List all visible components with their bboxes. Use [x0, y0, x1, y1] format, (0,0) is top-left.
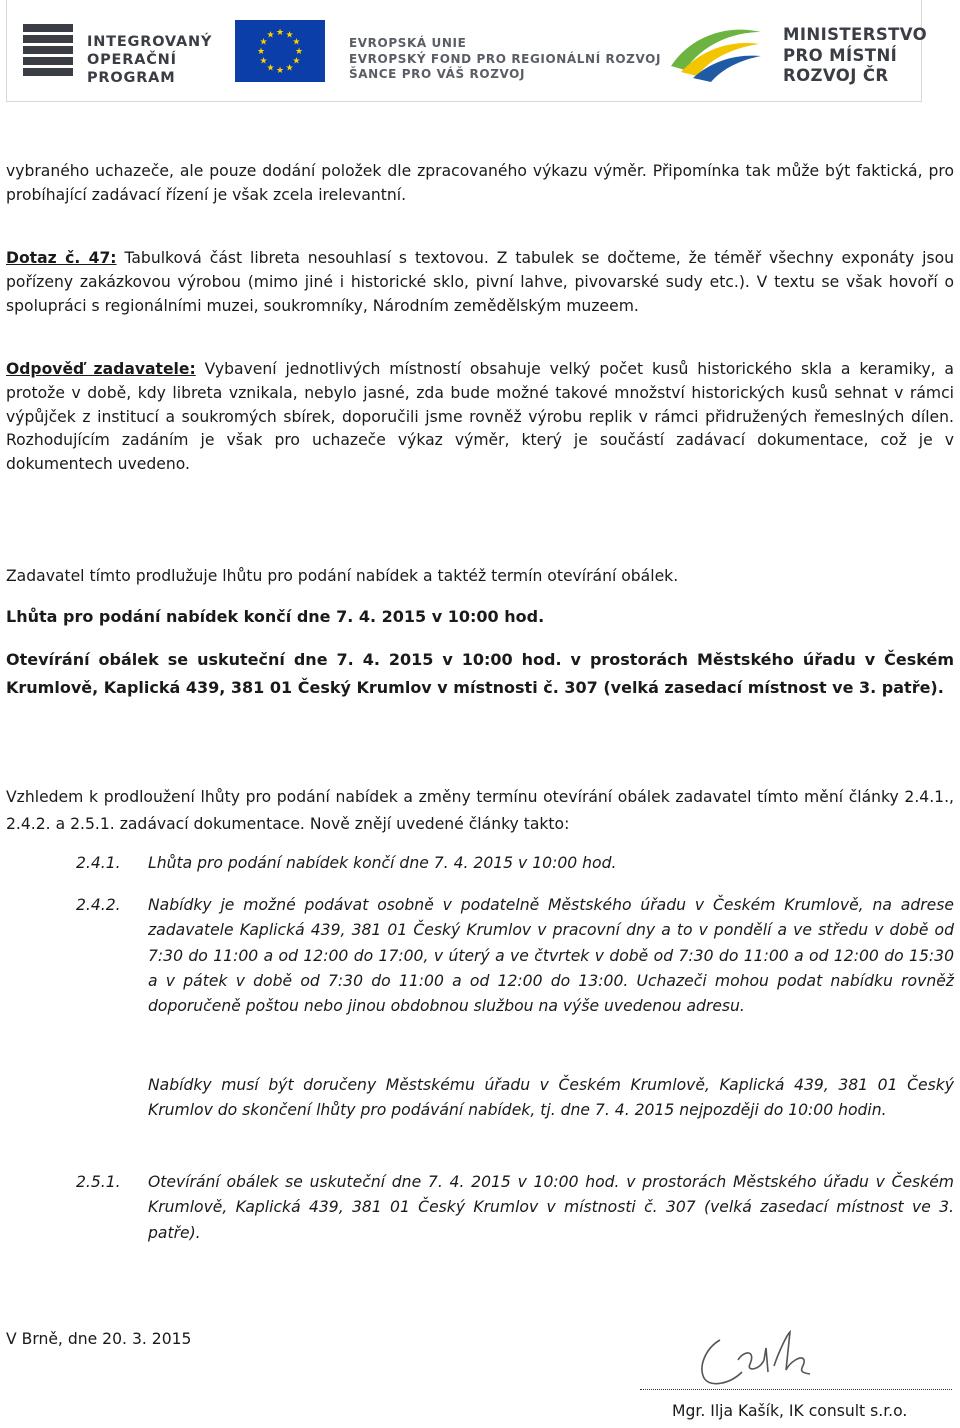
- eu-star-icon: ★: [285, 63, 294, 74]
- signature-line: [640, 1389, 952, 1390]
- eu-star-icon: ★: [292, 56, 301, 67]
- article-text: Lhůta pro podání nabídek končí dne 7. 4. 2015 v 10:00 hod.: [148, 854, 617, 872]
- opening-statement: Otevírání obálek se uskuteční dne 7. 4. 2015 v 10:00 hod. v prostorách Městského úřadu v Českém Krumlově, Kaplická 439, 381 01 Český Krumlov v místnosti č. 307 (velká zasedací místnost ve 3. patře).: [6, 650, 954, 697]
- place-date: V Brně, dne 20. 3. 2015: [6, 1330, 192, 1348]
- paragraph-context: vybraného uchazeče, ale pouze dodání položek dle zpracovaného výkazu výměr. Připomínka tak může být faktická, pro probíhající zadávací řízení je však zcela irelevantní.: [6, 162, 954, 204]
- eu-star-icon: ★: [292, 37, 301, 48]
- signatory-name: Mgr. Ilja Kašík, IK consult s.r.o.: [672, 1402, 908, 1420]
- iop-logo-icon: [21, 22, 75, 78]
- article-number: 2.5.1.: [76, 1173, 121, 1191]
- extension-notice: Zadavatel tímto prodlužuje lhůtu pro podání nabídek a taktéž termín otevírání obálek.: [6, 567, 679, 585]
- eu-star-icon: ★: [285, 30, 294, 41]
- answer-text: Vybavení jednotlivých místností obsahuje velký počet kusů historického skla a keramiky, a protože v době, kdy libreta vznikala, nebylo jasné, zda bude možné takové množství historických kusů sehnat v rámci výpůjček z institucí a soukromých sbírek, doporučili jsme rovněž výrobu replik v rámci přidružených řemeslných dílen. Rozhodujícím zadáním je však pro uchazeče výkaz výměr, který je součástí zadávací dokumentace, což je v dokumentech uvedeno.: [6, 360, 954, 474]
- article-number: 2.4.1.: [76, 854, 121, 872]
- signature-icon: [690, 1326, 830, 1392]
- answer-47: [6, 358, 954, 477]
- change-intro: Vzhledem k prodloužení lhůty pro podání nabídek a změny termínu otevírání obálek zadavatel tímto mění články 2.4.1., 2.4.2. a 2.5.1. zadávací dokumentace. Nově znějí uvedené články takto:: [6, 788, 954, 833]
- logo-header: [6, 0, 928, 102]
- eu-star-icon: ★: [275, 66, 285, 76]
- answer-label: Odpověď zadavatele:: [6, 360, 196, 378]
- deadline-statement: Lhůta pro podání nabídek končí dne 7. 4. 2015 v 10:00 hod.: [6, 607, 545, 626]
- eu-star-icon: ★: [259, 37, 268, 48]
- question-47: [6, 247, 954, 318]
- question-label: Dotaz č. 47:: [6, 249, 117, 267]
- eu-star-icon: ★: [256, 47, 266, 57]
- eu-star-icon: ★: [259, 56, 268, 67]
- mmr-logo-text: MINISTERSTVO PRO MÍSTNÍ ROZVOJ ČR: [783, 25, 928, 85]
- eu-flag-icon: [235, 20, 325, 82]
- eu-star-icon: ★: [275, 28, 285, 38]
- eu-star-icon: ★: [266, 30, 275, 41]
- mmr-logo-icon: [667, 18, 765, 84]
- question-text: Tabulková část libreta nesouhlasí s textovou. Z tabulek se dočteme, že téměř všechny exponáty jsou pořízeny zakázkovou výrobou (mimo jiné i historické sklo, pivní lahve, pivovarské sudy etc.). V textu se však hovoří o spolupráci s regionálními muzei, soukromníky, Národním zemědělským muzeem.: [6, 249, 954, 315]
- article-number: 2.4.2.: [76, 896, 121, 914]
- article-text: Nabídky musí být doručeny Městskému úřadu v Českém Krumlově, Kaplická 439, 381 01 Český Krumlov do skončení lhůty pro podávání nabídek, tj. dne 7. 4. 2015 nejpozději do 10:00 hodin.: [148, 1076, 954, 1120]
- eu-star-icon: ★: [294, 47, 304, 57]
- article-text: Nabídky je možné podávat osobně v podatelně Městského úřadu v Českém Krumlově, na adrese zadavatele Kaplická 439, 381 01 Český Krumlov v pracovní dny a to v pondělí a ve středu v době od 7:30 do 11:00 a od 12:00 do 17:00, v úterý a ve čtvrtek v době od 7:30 do 11:00 a od 12:00 do 15:30 a v pátek v době od 7:30 do 11:00 a od 12:00 do 13:00. Uchazeči mohou podat nabídku rovněž doporučeně poštou nebo jinou obdobnou službou na výše uvedenou adresu.: [148, 896, 954, 1016]
- eu-star-icon: ★: [266, 63, 275, 74]
- article-text: Otevírání obálek se uskuteční dne 7. 4. 2015 v 10:00 hod. v prostorách Městského úřadu v Českém Krumlově, Kaplická 439, 381 01 Český Krumlov v místnosti č. 307 (velká zasedací místnost ve 3. patře).: [148, 1173, 954, 1242]
- eu-logo-text: EVROPSKÁ UNIE EVROPSKÝ FOND PRO REGIONÁLNÍ ROZVOJ ŠANCE PRO VÁŠ ROZVOJ: [349, 36, 662, 82]
- iop-logo-text: INTEGROVANÝ OPERAČNÍ PROGRAM: [87, 34, 213, 86]
